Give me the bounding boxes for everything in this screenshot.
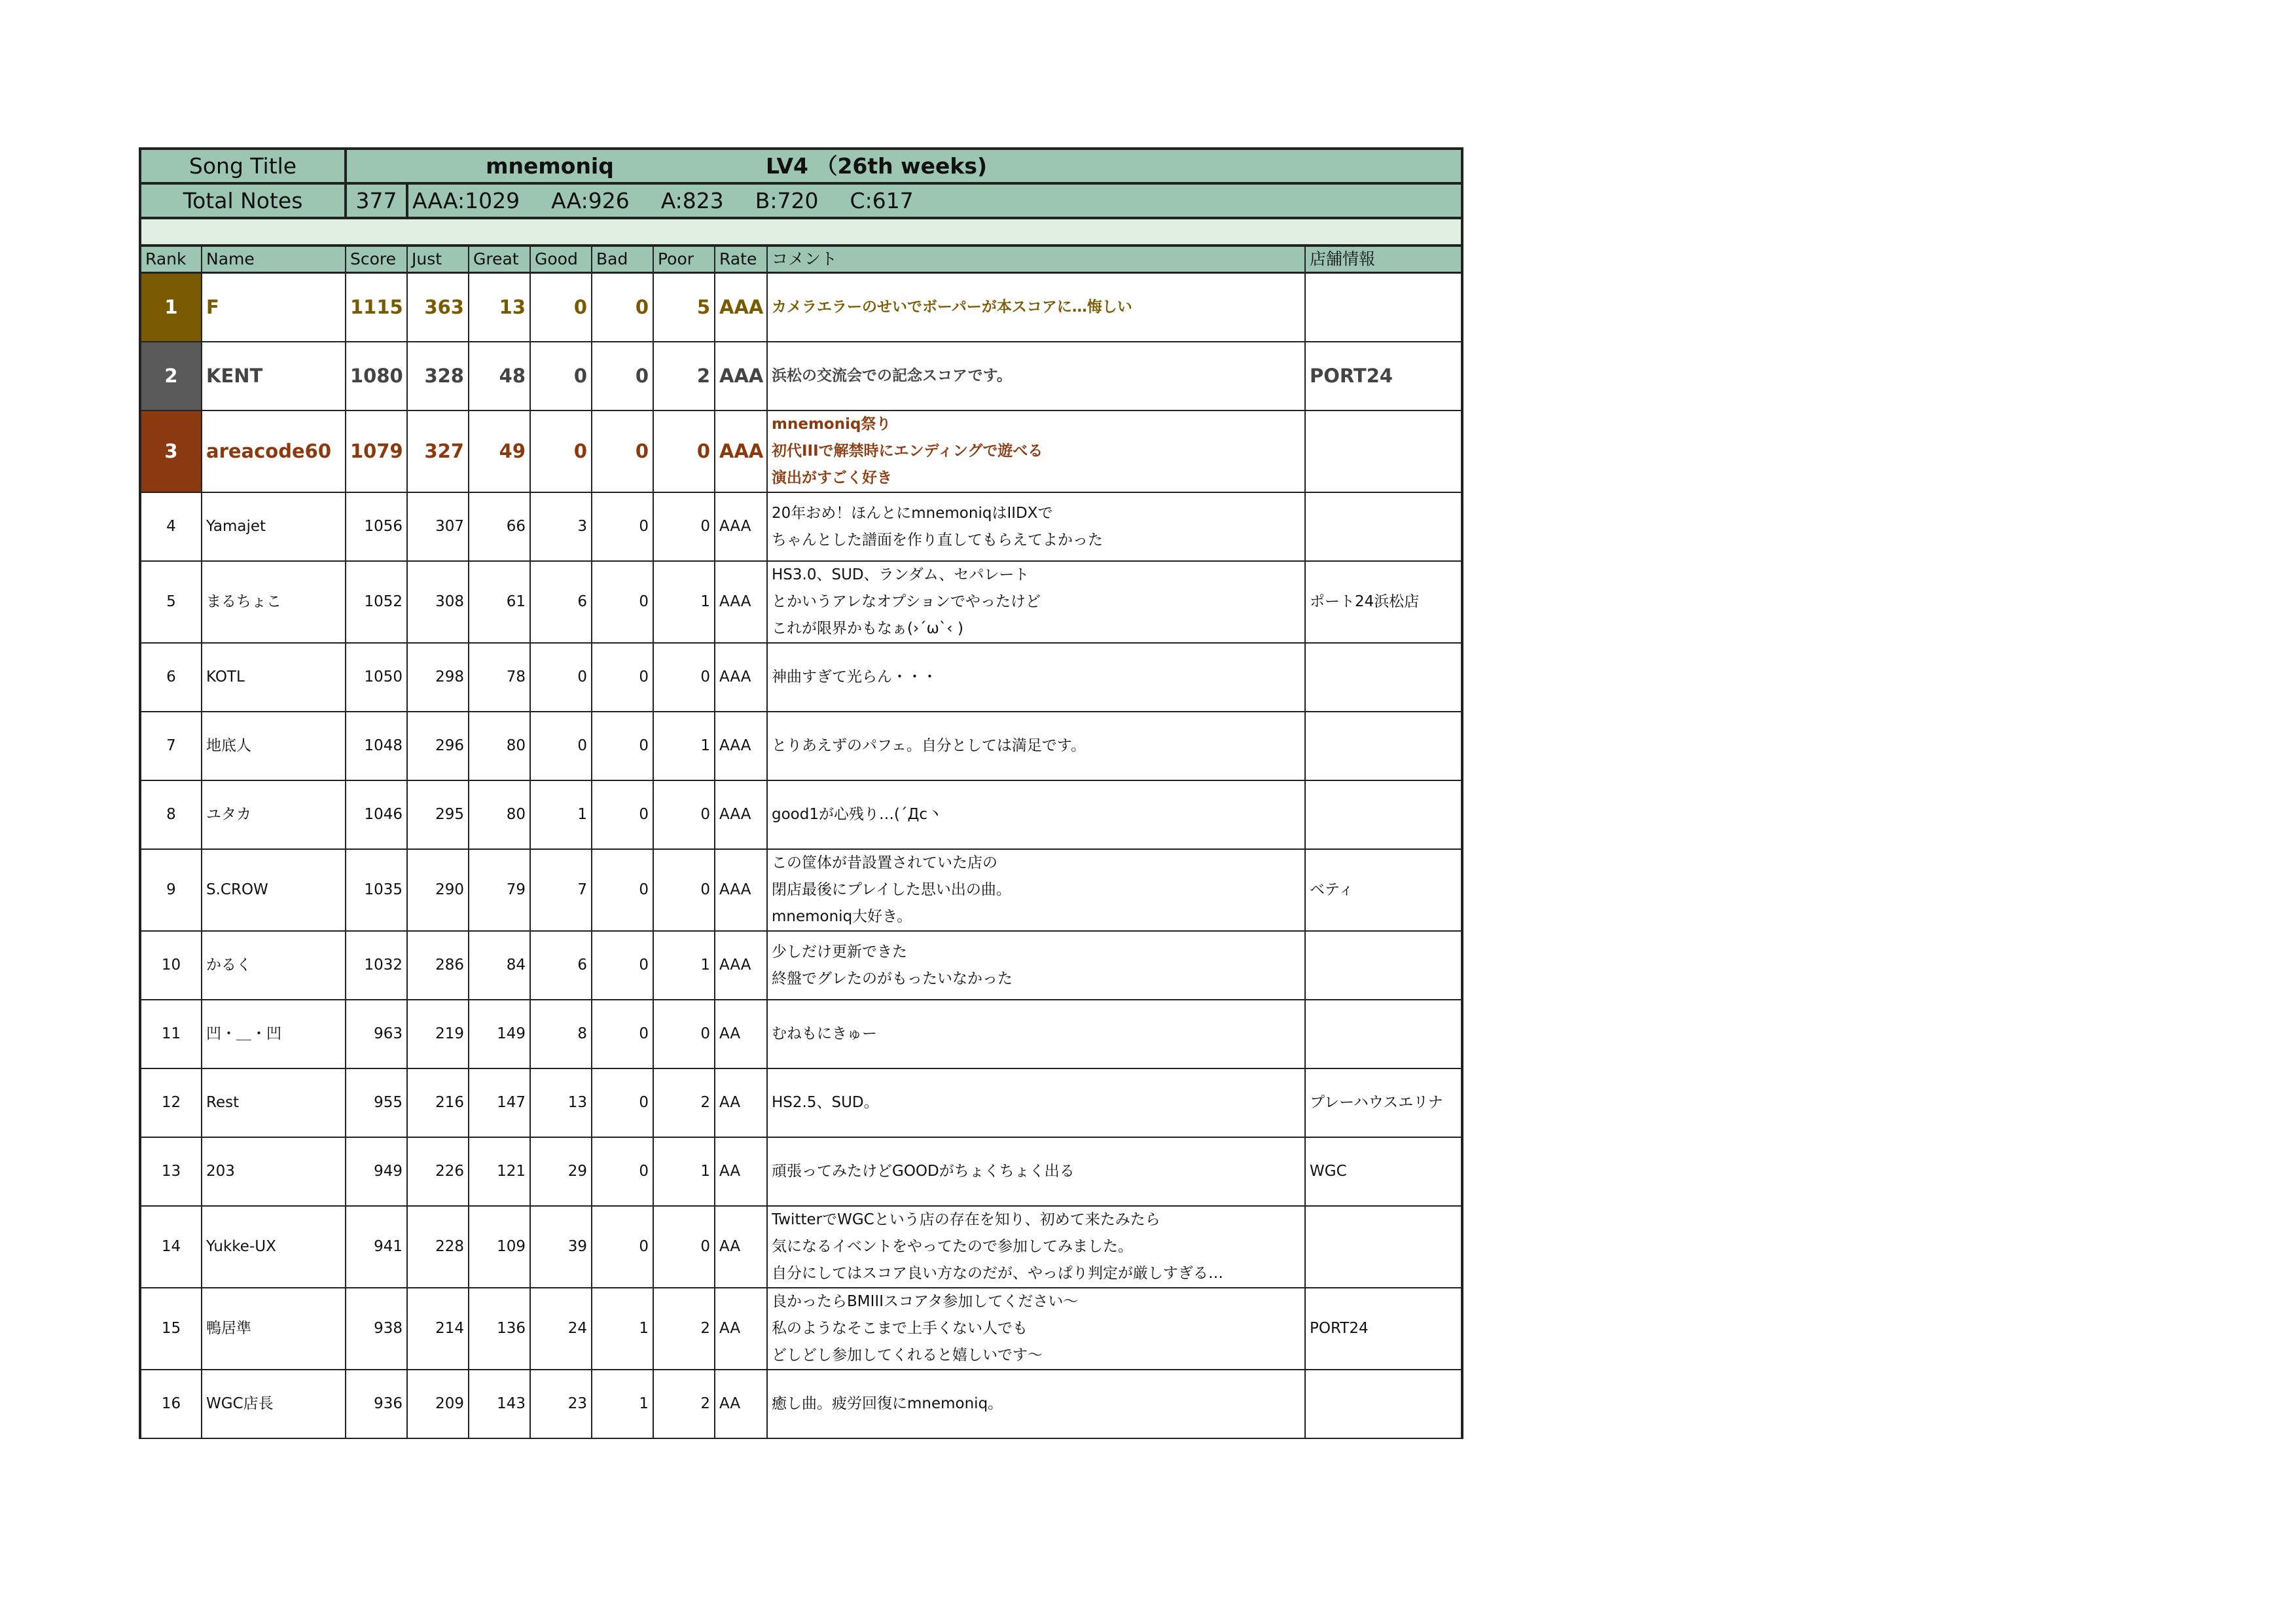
col-good: Good [530,246,592,273]
name-cell: Yukke-UX [202,1206,346,1288]
just-cell: 298 [407,643,469,712]
great-cell: 136 [469,1288,530,1370]
name-cell: かるく [202,931,346,1000]
table-row [140,780,1462,849]
score-cell: 1046 [346,780,407,849]
rate-cell: AAA [715,273,767,342]
col-rank: Rank [140,246,202,273]
total-notes-value: 377 [346,183,407,218]
comment-cell [767,342,1305,410]
shop-cell: PORT24 [1305,342,1462,410]
good-cell: 0 [530,273,592,342]
name-cell: 鴨居準 [202,1288,346,1370]
poor-cell: 1 [653,1137,715,1206]
comment-line: HS3.0、SUD、ランダム、セパレート [772,566,1030,583]
bad-cell: 0 [592,931,653,1000]
rank-cell: 7 [140,712,202,780]
great-cell: 109 [469,1206,530,1288]
score-cell: 1032 [346,931,407,1000]
great-cell: 84 [469,931,530,1000]
comment-cell [767,712,1305,780]
comment-line: 20年おめ！ほんとにmnemoniqはIIDXで [772,504,1053,522]
shop-cell: PORT24 [1305,1288,1462,1370]
rate-cell: AAA [715,712,767,780]
col-poor: Poor [653,246,715,273]
rate-cell: AA [715,1137,767,1206]
poor-cell: 0 [653,410,715,492]
rank-cell: 10 [140,931,202,1000]
great-cell: 66 [469,492,530,561]
table-row [140,492,1462,561]
bad-cell: 0 [592,780,653,849]
table-row [140,1000,1462,1068]
good-cell: 3 [530,492,592,561]
great-cell: 79 [469,849,530,931]
rate-cell: AA [715,1370,767,1438]
rank-cell: 4 [140,492,202,561]
just-cell: 219 [407,1000,469,1068]
score-cell: 1052 [346,561,407,643]
col-score: Score [346,246,407,273]
poor-cell: 0 [653,780,715,849]
rate-cell: AAA [715,849,767,931]
good-cell: 24 [530,1288,592,1370]
bad-cell: 0 [592,1206,653,1288]
threshold-aa: AA:926 [551,188,630,213]
comment-line: 私のようなそこまで上手くない人でも [772,1320,1028,1337]
table-row [140,643,1462,712]
rank-cell: 1 [140,273,202,342]
bad-cell: 0 [592,342,653,410]
shop-cell [1305,712,1462,780]
poor-cell: 2 [653,342,715,410]
grade-thresholds [407,183,1462,218]
just-cell: 286 [407,931,469,1000]
shop-cell [1305,492,1462,561]
table-row [140,273,1462,342]
table-row [140,561,1462,643]
name-cell: 凹・＿・凹 [202,1000,346,1068]
score-cell: 963 [346,1000,407,1068]
name-cell: Yamajet [202,492,346,561]
great-cell: 78 [469,643,530,712]
good-cell: 8 [530,1000,592,1068]
shop-cell [1305,410,1462,492]
total-notes-label: Total Notes [140,183,346,218]
great-cell: 49 [469,410,530,492]
poor-cell: 1 [653,561,715,643]
just-cell: 290 [407,849,469,931]
rank-cell: 2 [140,342,202,410]
threshold-a: A:823 [660,188,724,213]
rate-cell: AAA [715,780,767,849]
poor-cell: 2 [653,1068,715,1137]
bad-cell: 0 [592,643,653,712]
poor-cell: 0 [653,643,715,712]
just-cell: 295 [407,780,469,849]
comment-line: 頑張ってみたけどGOODがちょくちょく出る [772,1163,1075,1180]
good-cell: 7 [530,849,592,931]
shop-cell [1305,1370,1462,1438]
col-rate: Rate [715,246,767,273]
poor-cell: 2 [653,1288,715,1370]
comment-cell [767,849,1305,931]
just-cell: 216 [407,1068,469,1137]
comment-line: とかいうアレなオプションでやったけど [772,593,1041,610]
comment-cell [767,410,1305,492]
score-cell: 1056 [346,492,407,561]
poor-cell: 0 [653,849,715,931]
table-row [140,1068,1462,1137]
name-cell: ユタカ [202,780,346,849]
great-cell: 143 [469,1370,530,1438]
shop-cell [1305,931,1462,1000]
just-cell: 226 [407,1137,469,1206]
comment-cell [767,1137,1305,1206]
great-cell: 61 [469,561,530,643]
comment-line: good1が心残り…(´Дc丶 [772,806,943,823]
bad-cell: 1 [592,1288,653,1370]
good-cell: 0 [530,342,592,410]
rate-cell: AA [715,1068,767,1137]
good-cell: 0 [530,643,592,712]
threshold-c: C:617 [850,188,914,213]
great-cell: 149 [469,1000,530,1068]
score-cell: 941 [346,1206,407,1288]
rank-cell: 8 [140,780,202,849]
bad-cell: 0 [592,492,653,561]
name-cell: WGC店長 [202,1370,346,1438]
score-cell: 936 [346,1370,407,1438]
rate-cell: AAA [715,342,767,410]
col-bad: Bad [592,246,653,273]
col-name: Name [202,246,346,273]
spacer-row [140,218,1462,246]
comment-line: 終盤でグレたのがもったいなかった [772,970,1013,987]
just-cell: 214 [407,1288,469,1370]
score-cell: 1035 [346,849,407,931]
comment-line: カメラエラーのせいでボーパーが本スコアに…悔しい [772,299,1132,316]
shop-cell [1305,643,1462,712]
comment-line: とりあえずのパフェ。自分としては満足です。 [772,737,1086,754]
column-header-row [140,246,1462,273]
score-cell: 949 [346,1137,407,1206]
good-cell: 0 [530,410,592,492]
comment-cell [767,1206,1305,1288]
poor-cell: 0 [653,492,715,561]
rank-cell: 9 [140,849,202,931]
rank-cell: 15 [140,1288,202,1370]
poor-cell: 2 [653,1370,715,1438]
score-cell: 955 [346,1068,407,1137]
good-cell: 29 [530,1137,592,1206]
name-cell: areacode60 [202,410,346,492]
bad-cell: 0 [592,410,653,492]
col-shop: 店舗情報 [1305,246,1462,273]
song-level: LV4 （26th weeks) [766,153,988,179]
shop-cell [1305,1000,1462,1068]
comment-line: 浜松の交流会での記念スコアです。 [772,367,1012,384]
threshold-aaa: AAA:1029 [412,188,520,213]
song-title-label: Song Title [140,149,346,183]
song-name: mnemoniq [486,153,614,179]
table-row [140,342,1462,410]
great-cell: 121 [469,1137,530,1206]
comment-line: 良かったらBMIIIスコアタ参加してください〜 [772,1293,1079,1310]
poor-cell: 1 [653,712,715,780]
table-row [140,931,1462,1000]
comment-line: 自分にしてはスコア良い方なのだが、やっぱり判定が厳しすぎる… [772,1265,1223,1282]
shop-cell [1305,1206,1462,1288]
name-cell: F [202,273,346,342]
rank-cell: 11 [140,1000,202,1068]
song-title-row [140,149,1462,183]
poor-cell: 0 [653,1000,715,1068]
poor-cell: 1 [653,931,715,1000]
good-cell: 39 [530,1206,592,1288]
col-comment: コメント [767,246,1305,273]
col-great: Great [469,246,530,273]
score-cell: 1048 [346,712,407,780]
rate-cell: AA [715,1288,767,1370]
rank-cell: 3 [140,410,202,492]
shop-cell [1305,780,1462,849]
name-cell: 地底人 [202,712,346,780]
comment-cell [767,1000,1305,1068]
name-cell: KENT [202,342,346,410]
rank-cell: 12 [140,1068,202,1137]
comment-cell [767,931,1305,1000]
just-cell: 296 [407,712,469,780]
comment-line: どしどし参加してくれると嬉しいです〜 [772,1347,1043,1364]
name-cell: まるちょこ [202,561,346,643]
col-just: Just [407,246,469,273]
comment-line: 神曲すぎて光らん・・・ [772,668,937,685]
comment-line: この筐体が昔設置されていた店の [772,854,997,871]
comment-line: 演出がすごく好き [772,469,892,486]
score-cell: 1050 [346,643,407,712]
comment-line: HS2.5、SUD。 [772,1094,879,1111]
good-cell: 13 [530,1068,592,1137]
just-cell: 307 [407,492,469,561]
comment-cell [767,492,1305,561]
name-cell: KOTL [202,643,346,712]
rate-cell: AAA [715,561,767,643]
good-cell: 0 [530,712,592,780]
table-row [140,1370,1462,1438]
table-row [140,1206,1462,1288]
rank-cell: 6 [140,643,202,712]
great-cell: 147 [469,1068,530,1137]
table-row [140,1137,1462,1206]
spacer-cell [140,218,1462,246]
table-row [140,410,1462,492]
shop-cell: プレーハウスエリナ [1305,1068,1462,1137]
comment-line: 初代IIIで解禁時にエンディングで遊べる [772,443,1043,460]
bad-cell: 0 [592,1137,653,1206]
ranking-table [139,147,1463,1439]
rate-cell: AAA [715,643,767,712]
comment-line: ちゃんとした譜面を作り直してもらえてよかった [772,531,1103,549]
comment-line: 癒し曲。疲労回復にmnemoniq。 [772,1395,1003,1412]
comment-line: mnemoniq祭り [772,416,891,433]
bad-cell: 0 [592,712,653,780]
comment-line: むねもにきゅー [772,1025,877,1042]
bad-cell: 0 [592,273,653,342]
bad-cell: 1 [592,1370,653,1438]
comment-line: 気になるイベントをやってたので参加してみました。 [772,1238,1133,1255]
rank-cell: 5 [140,561,202,643]
comment-line: 少しだけ更新できた [772,943,907,960]
just-cell: 228 [407,1206,469,1288]
comment-line: mnemoniq大好き。 [772,908,912,925]
bad-cell: 0 [592,1000,653,1068]
name-cell: 203 [202,1137,346,1206]
shop-cell: WGC [1305,1137,1462,1206]
song-title-cell [346,149,1462,183]
threshold-b: B:720 [755,188,819,213]
comment-cell [767,1288,1305,1370]
score-cell: 1115 [346,273,407,342]
comment-line: 閉店最後にプレイした思い出の曲。 [772,881,1011,898]
just-cell: 363 [407,273,469,342]
score-cell: 938 [346,1288,407,1370]
rate-cell: AA [715,1000,767,1068]
name-cell: Rest [202,1068,346,1137]
good-cell: 1 [530,780,592,849]
name-cell: S.CROW [202,849,346,931]
shop-cell: ポート24浜松店 [1305,561,1462,643]
table-row [140,849,1462,931]
great-cell: 80 [469,780,530,849]
just-cell: 327 [407,410,469,492]
good-cell: 6 [530,561,592,643]
total-notes-row [140,183,1462,218]
rate-cell: AA [715,1206,767,1288]
shop-cell [1305,273,1462,342]
comment-cell [767,643,1305,712]
great-cell: 13 [469,273,530,342]
comment-cell [767,780,1305,849]
just-cell: 328 [407,342,469,410]
just-cell: 209 [407,1370,469,1438]
score-cell: 1080 [346,342,407,410]
comment-cell [767,1068,1305,1137]
rate-cell: AAA [715,931,767,1000]
bad-cell: 0 [592,1068,653,1137]
rank-cell: 13 [140,1137,202,1206]
comment-line: TwitterでWGCという店の存在を知り、初めて来たみたら [772,1211,1160,1228]
bad-cell: 0 [592,561,653,643]
great-cell: 48 [469,342,530,410]
shop-cell: ベティ [1305,849,1462,931]
comment-line: これが限界かもなぁ(›´ω`‹ ) [772,620,963,637]
bad-cell: 0 [592,849,653,931]
good-cell: 6 [530,931,592,1000]
rate-cell: AAA [715,410,767,492]
poor-cell: 5 [653,273,715,342]
poor-cell: 0 [653,1206,715,1288]
table-row [140,1288,1462,1370]
comment-cell [767,273,1305,342]
just-cell: 308 [407,561,469,643]
table-row [140,712,1462,780]
great-cell: 80 [469,712,530,780]
rank-cell: 14 [140,1206,202,1288]
rate-cell: AAA [715,492,767,561]
comment-cell [767,561,1305,643]
rank-cell: 16 [140,1370,202,1438]
comment-cell [767,1370,1305,1438]
score-cell: 1079 [346,410,407,492]
good-cell: 23 [530,1370,592,1438]
